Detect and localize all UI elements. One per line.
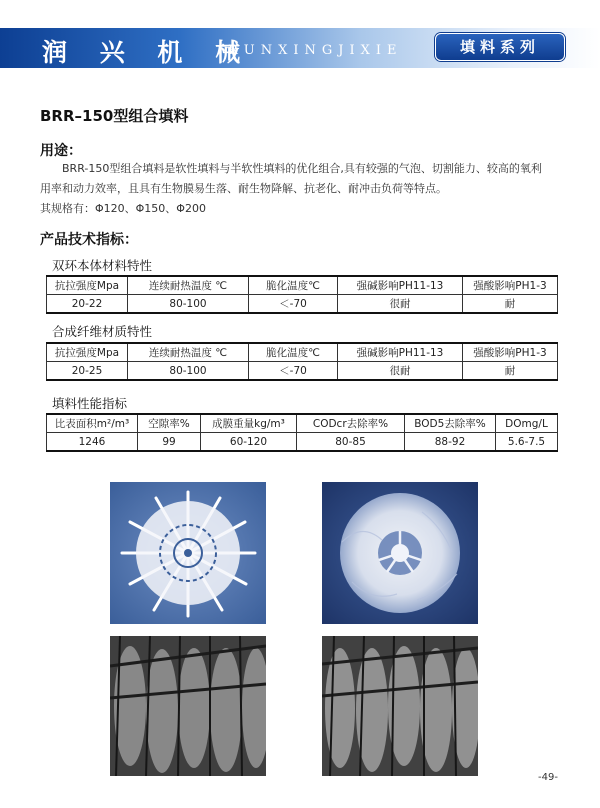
table2-caption: 合成纤维材质特性 (52, 324, 153, 339)
table2-cell: 耐 (463, 362, 558, 381)
usage-heading: 用途： (40, 143, 82, 159)
table3-caption: 填料性能指标 (52, 396, 128, 411)
product-title: BRR–150型组合填料 (40, 107, 189, 125)
table3-cell: 99 (138, 433, 201, 452)
product-photo-flat (110, 482, 266, 624)
table1-cell: 很耐 (338, 295, 463, 314)
table2-cell: ＜-70 (249, 362, 338, 381)
table1-caption: 双环本体材料特性 (52, 258, 153, 273)
installation-photo-left (110, 636, 266, 776)
usage-line-1: BRR-150型组合填料是软性填料与半软性填料的优化组合,具有较强的气泡、切割能力、较高的氧利 (62, 162, 542, 175)
table1-header: 连续耐热温度 ℃ (128, 276, 249, 295)
installation-photo-right (322, 636, 478, 776)
table1-cell: 耐 (463, 295, 558, 314)
table1-cell: ＜-70 (249, 295, 338, 314)
table1-cell: 20-22 (47, 295, 128, 314)
table1-header: 脆化温度℃ (249, 276, 338, 295)
table3-header: BOD5去除率% (405, 414, 496, 433)
table2-header: 强碱影响PH11-13 (338, 343, 463, 362)
table3-cell: 80-85 (297, 433, 405, 452)
table1-header: 强碱影响PH11-13 (338, 276, 463, 295)
table1-cell: 80-100 (128, 295, 249, 314)
table1-header: 抗拉强度Mpa (47, 276, 128, 295)
usage-line-2: 用率和动力效率，且具有生物膜易生落、耐生物降解、抗老化、耐冲击负荷等特点。 (40, 182, 447, 195)
usage-line-3: 其规格有：Φ120、Φ150、Φ200 (40, 202, 206, 215)
table3-header: DOmg/L (496, 414, 558, 433)
table3 (46, 413, 558, 452)
table1-header: 强酸影响PH1-3 (463, 276, 558, 295)
table2-header: 强酸影响PH1-3 (463, 343, 558, 362)
page-number: -49- (538, 772, 558, 783)
table3-header: CODcr去除率% (297, 414, 405, 433)
table2-cell: 80-100 (128, 362, 249, 381)
table2-header: 抗拉强度Mpa (47, 343, 128, 362)
tech-heading: 产品技术指标： (40, 232, 138, 248)
table3-header: 比表面积m²/m³ (47, 414, 138, 433)
table3-header: 成膜重量kg/m³ (201, 414, 297, 433)
table3-cell: 1246 (47, 433, 138, 452)
table2-cell: 很耐 (338, 362, 463, 381)
table2-header: 脆化温度℃ (249, 343, 338, 362)
table2-header: 连续耐热温度 ℃ (128, 343, 249, 362)
table3-cell: 60-120 (201, 433, 297, 452)
table1 (46, 275, 558, 314)
table3-cell: 5.6-7.5 (496, 433, 558, 452)
company-name: 润 兴 机 械 (42, 38, 253, 67)
table2-cell: 20-25 (47, 362, 128, 381)
table3-header: 空隙率% (138, 414, 201, 433)
series-badge: 填料系列 (435, 33, 565, 61)
product-photo-3d (322, 482, 478, 624)
table3-cell: 88-92 (405, 433, 496, 452)
table2 (46, 342, 558, 381)
company-pinyin: RUNXINGJIXIE (228, 43, 403, 58)
